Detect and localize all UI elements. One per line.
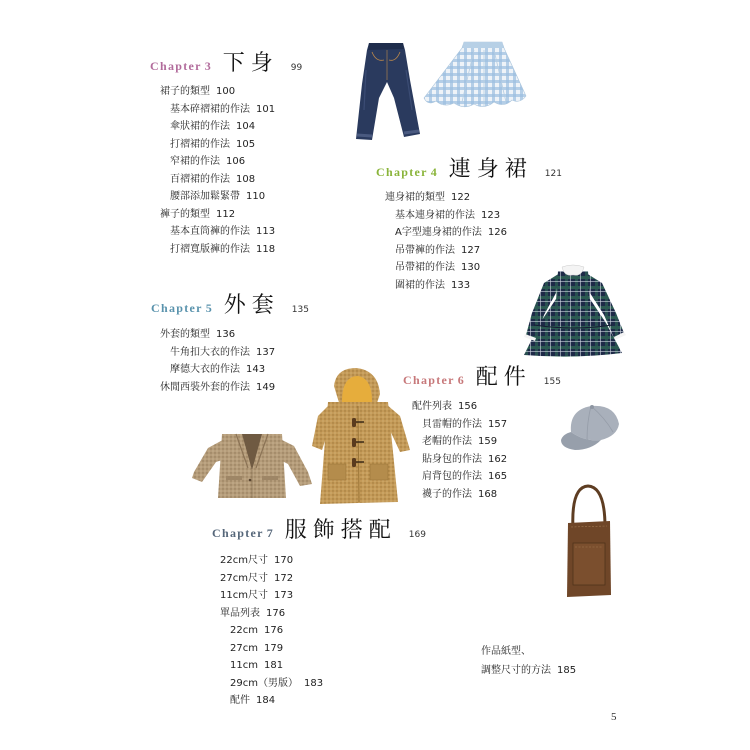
cap-illustration: [557, 402, 625, 454]
toc-entry: [385, 242, 507, 260]
coat-shape: [312, 368, 410, 504]
duffle-coat-illustration: [308, 366, 414, 508]
chapter-page-number: 169: [408, 530, 426, 540]
chapter-4-contents: [385, 189, 507, 294]
toc-entry-page: 126: [487, 227, 507, 238]
chapter-number: 6: [457, 373, 464, 387]
toc-entry-page: 170: [273, 555, 294, 566]
toc-entry: [160, 344, 275, 362]
toc-entry-page: 176: [263, 625, 284, 636]
jeans-shape: [356, 43, 420, 140]
toc-entry-page: 149: [256, 381, 276, 393]
chapter-page-number: 155: [543, 377, 561, 387]
toc-entry: [220, 657, 323, 675]
toc-entry-page: 101: [256, 103, 276, 115]
toc-entry-page: 157: [488, 418, 508, 430]
chapter-label: Chapter: [403, 373, 455, 387]
toc-entry: [160, 361, 275, 379]
toc-entry-page: 127: [461, 244, 481, 256]
toc-entry-page: 181: [263, 660, 284, 671]
toc-entry-title: 摩德大衣的作法: [170, 364, 240, 375]
toc-entry-title: 29cm（男版）: [230, 677, 298, 689]
toc-entry-page: 105: [236, 138, 256, 150]
toc-entry: [160, 118, 275, 136]
toc-entry: [385, 259, 507, 277]
toc-entry-title: 配件列表: [412, 401, 452, 412]
toc-entry-title: 腰部添加鬆緊帶: [170, 191, 240, 202]
toc-entry: [160, 83, 275, 101]
toc-entry-title: 休閒西裝外套的作法: [160, 381, 250, 393]
toc-entry-title: 單品列表: [220, 607, 260, 619]
toc-entry-page: 137: [256, 346, 276, 358]
toc-entry-page: 176: [266, 607, 286, 619]
chapter-title: 下身: [222, 51, 279, 76]
toc-entry-title: 22cm尺寸: [220, 555, 268, 566]
chapter-title: 服飾搭配: [284, 518, 397, 543]
toc-entry-page: 143: [246, 364, 266, 375]
toc-entry-page: 106: [226, 156, 246, 167]
toc-entry-page: 136: [216, 329, 236, 340]
toc-entry-page: 165: [488, 471, 508, 482]
toc-entry-page: 133: [451, 279, 471, 291]
toc-entry-title: 11cm尺寸: [220, 590, 268, 601]
toc-entry-title: 老帽的作法: [422, 436, 472, 447]
page-number: 5: [611, 711, 617, 723]
bag-shape: [567, 486, 611, 597]
toc-entry-page: 183: [303, 677, 324, 689]
toc-entry: [412, 468, 507, 486]
toc-entry: [220, 587, 323, 605]
toc-entry-title: A字型連身裙的作法: [395, 227, 482, 238]
appendix-page: 185: [557, 665, 577, 676]
toc-entry-title: 裙子的類型: [160, 86, 210, 97]
toc-entry-title: 貝雷帽的作法: [422, 418, 482, 430]
toc-entry: [412, 416, 507, 434]
dress-shape: [524, 265, 626, 357]
chapter-number: 3: [204, 59, 211, 73]
chapter-3-contents: [160, 83, 275, 258]
toc-entry-title: 22cm: [230, 625, 258, 636]
toc-entry-page: 104: [236, 121, 256, 132]
chapter-6-contents: [412, 398, 507, 503]
toc-entry: [160, 326, 275, 344]
toc-entry-title: 傘狀裙的作法: [170, 121, 230, 132]
toc-entry-title: 牛角扣大衣的作法: [170, 346, 250, 358]
toc-entry-title: 貼身包的作法: [422, 453, 482, 465]
toc-entry-page: 172: [273, 572, 294, 584]
chapter-6-heading: [403, 365, 561, 391]
toc-entry-page: 130: [461, 262, 481, 273]
chapter-5-heading: [151, 293, 309, 319]
toc-entry: [160, 223, 275, 241]
chapter-title: 連身裙: [448, 157, 533, 182]
toc-entry: [412, 433, 507, 451]
chapter-4-heading: [376, 157, 562, 183]
skirt-shape: [424, 42, 526, 107]
toc-entry-page: 159: [478, 436, 498, 447]
toc-entry-title: 圍裙的作法: [395, 279, 445, 291]
plaid-dress-illustration: [522, 263, 628, 359]
toc-entry: [160, 206, 275, 224]
toc-entry: [160, 153, 275, 171]
toc-entry: [412, 451, 507, 469]
toc-entry: [160, 379, 275, 397]
toc-entry: [160, 101, 275, 119]
chapter-number: 5: [205, 301, 212, 315]
toc-entry: [160, 171, 275, 189]
toc-entry: [220, 552, 323, 570]
toc-entry-title: 褲子的類型: [160, 208, 210, 220]
toc-entry: [385, 189, 507, 207]
toc-entry-title: 吊帶裙的作法: [395, 262, 455, 273]
toc-entry: [220, 570, 323, 588]
chapter-label: Chapter: [212, 526, 264, 540]
toc-entry: [220, 675, 323, 693]
chapter-3-heading: [150, 51, 302, 77]
toc-entry: [160, 188, 275, 206]
toc-entry-page: 173: [273, 590, 294, 601]
toc-entry-title: 配件: [230, 695, 250, 706]
toc-entry-page: 112: [216, 208, 236, 220]
jacket-illustration: [190, 428, 314, 504]
chapter-number: 4: [430, 165, 437, 179]
chapter-7-heading: [212, 518, 426, 544]
chapter-5-contents: [160, 326, 275, 396]
appendix-entry: [481, 642, 576, 680]
plaid-skirt-illustration: [422, 38, 528, 114]
toc-entry: [220, 692, 323, 710]
toc-entry-title: 基本連身裙的作法: [395, 209, 475, 221]
toc-entry: [160, 136, 275, 154]
jacket-shape: [192, 434, 312, 498]
appendix-line-2: [481, 661, 576, 680]
chapter-7-contents: [220, 552, 323, 710]
toc-entry-page: 113: [256, 226, 276, 237]
toc-entry-page: 110: [246, 191, 266, 202]
toc-entry-title: 吊帶褲的作法: [395, 244, 455, 256]
toc-entry-title: 襪子的作法: [422, 488, 472, 500]
toc-entry-page: 123: [481, 209, 501, 221]
toc-entry-title: 肩背包的作法: [422, 471, 482, 482]
toc-entry: [220, 605, 323, 623]
toc-entry-title: 基本碎褶裙的作法: [170, 103, 250, 115]
chapter-title: 外套: [223, 293, 280, 318]
toc-entry: [385, 207, 507, 225]
toc-entry: [385, 224, 507, 242]
chapter-page-number: 99: [290, 63, 303, 73]
toc-entry: [412, 398, 507, 416]
toc-entry-title: 基本直筒褲的作法: [170, 226, 250, 237]
toc-entry: [160, 241, 275, 259]
appendix-title: 調整尺寸的方法: [481, 665, 551, 676]
chapter-label: Chapter: [151, 301, 203, 315]
chapter-label: Chapter: [150, 59, 202, 73]
chapter-title: 配件: [475, 365, 532, 390]
jeans-illustration: [352, 40, 424, 144]
toc-entry-title: 連身裙的類型: [385, 192, 445, 203]
toc-entry-page: 168: [478, 488, 498, 500]
chapter-page-number: 121: [544, 169, 562, 179]
toc-entry-title: 11cm: [230, 660, 258, 671]
toc-entry-title: 打褶裙的作法: [170, 138, 230, 150]
toc-entry-page: 162: [488, 453, 508, 465]
toc-entry: [220, 622, 323, 640]
toc-entry-title: 百褶裙的作法: [170, 173, 230, 185]
toc-entry-page: 122: [451, 192, 471, 203]
toc-entry-page: 184: [256, 695, 276, 706]
toc-entry-page: 108: [236, 173, 256, 185]
toc-entry-title: 窄裙的作法: [170, 156, 220, 167]
toc-entry-title: 27cm尺寸: [220, 572, 268, 584]
toc-entry: [220, 640, 323, 658]
toc-entry: [385, 277, 507, 295]
shoulder-bag-illustration: [563, 481, 613, 599]
chapter-page-number: 135: [291, 305, 309, 315]
chapter-number: 7: [266, 526, 273, 540]
toc-entry-page: 179: [263, 642, 284, 654]
chapter-label: Chapter: [376, 165, 428, 179]
toc-entry-page: 156: [458, 401, 478, 412]
appendix-line-1: 作品紙型、: [481, 646, 531, 657]
toc-entry-title: 打褶寬版褲的作法: [170, 243, 250, 255]
toc-entry-title: 外套的類型: [160, 329, 210, 340]
toc-entry-title: 27cm: [230, 642, 258, 654]
cap-shape: [561, 405, 619, 450]
toc-entry: [412, 486, 507, 504]
toc-entry-page: 100: [216, 86, 236, 97]
toc-entry-page: 118: [256, 243, 276, 255]
